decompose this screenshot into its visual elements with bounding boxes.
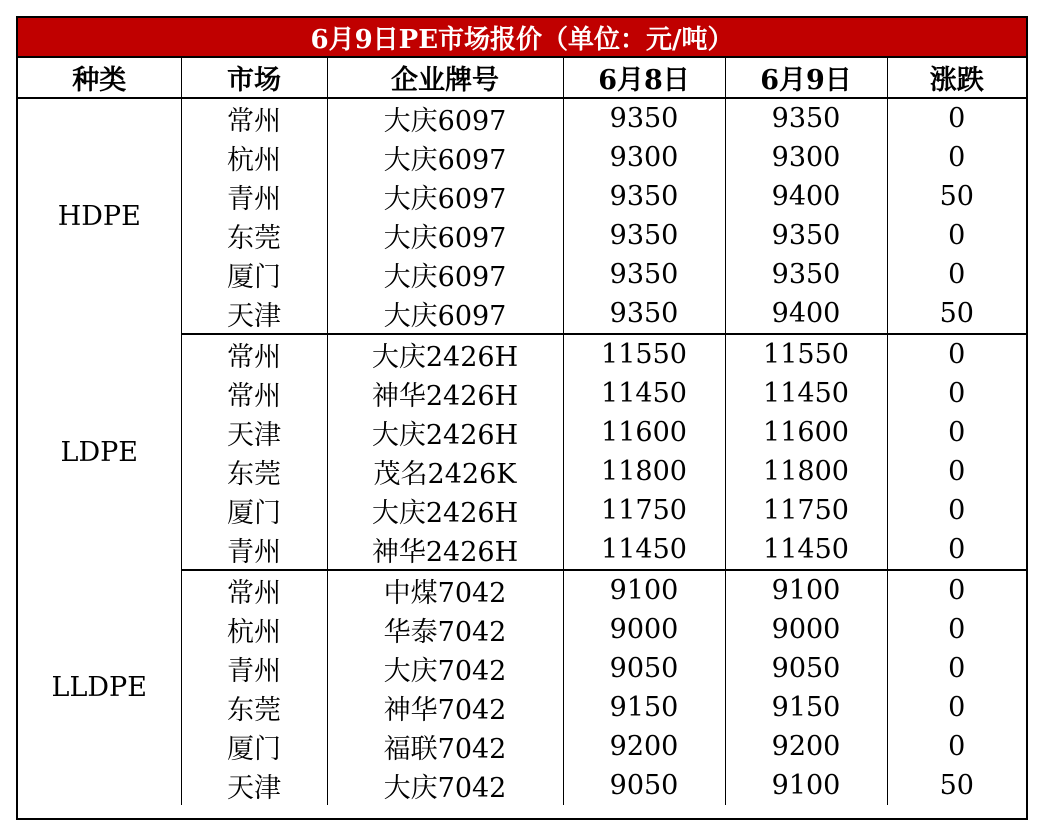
table-row <box>18 334 1026 374</box>
grade-cell: 华泰7042 <box>327 610 563 649</box>
market-cell: 天津 <box>181 294 327 334</box>
change-cell: 50 <box>939 181 974 212</box>
grade-cell: 大庆6097 <box>327 294 563 334</box>
grade-cell: 中煤7042 <box>327 570 563 610</box>
grade-cell: 大庆6097 <box>327 255 563 294</box>
price-jun8-cell: 11450 <box>563 374 725 413</box>
header-change: 涨跌 <box>887 57 1026 98</box>
price-jun9-cell: 11450 <box>725 530 887 570</box>
change-cell: 0 <box>948 575 966 606</box>
price-jun8-cell: 9000 <box>563 610 725 649</box>
market-cell: 常州 <box>181 570 327 610</box>
price-jun9-cell: 9050 <box>725 649 887 688</box>
header-jun9: 6月9日 <box>725 57 887 98</box>
category-cell: LLDPE <box>18 570 181 805</box>
change-cell: 0 <box>948 456 966 487</box>
market-cell: 东莞 <box>181 452 327 491</box>
price-jun8-cell: 9350 <box>563 98 725 138</box>
price-jun9-cell: 11600 <box>725 413 887 452</box>
price-jun9-cell: 9350 <box>725 216 887 255</box>
price-jun8-cell: 9350 <box>563 216 725 255</box>
table-row <box>18 98 1026 138</box>
price-jun9-cell: 9350 <box>725 98 887 138</box>
market-cell: 常州 <box>181 374 327 413</box>
grade-cell: 大庆2426H <box>327 413 563 452</box>
price-jun9-cell: 9350 <box>725 255 887 294</box>
header-row <box>18 57 1026 98</box>
price-jun9-cell: 11450 <box>725 374 887 413</box>
change-cell: 0 <box>948 692 966 723</box>
price-jun8-cell: 9350 <box>563 255 725 294</box>
price-jun9-cell: 9100 <box>725 570 887 610</box>
market-cell: 东莞 <box>181 216 327 255</box>
price-jun9-cell: 9400 <box>725 177 887 216</box>
price-jun8-cell: 11800 <box>563 452 725 491</box>
grade-cell: 茂名2426K <box>327 452 563 491</box>
change-cell: 0 <box>948 339 966 370</box>
price-jun8-cell: 9350 <box>563 177 725 216</box>
market-cell: 青州 <box>181 177 327 216</box>
grade-cell: 大庆6097 <box>327 98 563 138</box>
price-jun9-cell: 9150 <box>725 688 887 727</box>
table-body <box>18 98 1026 805</box>
price-table <box>18 18 1026 805</box>
market-cell: 常州 <box>181 334 327 374</box>
market-cell: 天津 <box>181 766 327 805</box>
grade-cell: 神华2426H <box>327 374 563 413</box>
change-cell: 0 <box>948 103 966 134</box>
market-cell: 杭州 <box>181 138 327 177</box>
change-cell: 0 <box>887 530 1026 570</box>
market-cell: 常州 <box>181 98 327 138</box>
price-jun8-cell: 11550 <box>563 334 725 374</box>
price-jun8-cell: 9350 <box>563 294 725 334</box>
price-jun9-cell: 9200 <box>725 727 887 766</box>
table-row <box>18 570 1026 610</box>
price-jun9-cell: 9100 <box>725 766 887 805</box>
category-cell: LDPE <box>18 334 181 570</box>
price-jun8-cell: 11450 <box>563 530 725 570</box>
table-title: 6月9日PE市场报价（单位：元/吨） <box>18 18 1026 57</box>
price-jun8-cell: 9100 <box>563 570 725 610</box>
grade-cell: 大庆7042 <box>327 649 563 688</box>
price-jun8-cell: 11600 <box>563 413 725 452</box>
price-jun9-cell: 9400 <box>725 294 887 334</box>
change-cell: 0 <box>948 378 966 409</box>
change-cell: 0 <box>948 495 966 526</box>
change-cell: 0 <box>948 614 966 645</box>
market-cell: 厦门 <box>181 727 327 766</box>
price-jun9-cell: 11750 <box>725 491 887 530</box>
category-cell: HDPE <box>18 98 181 334</box>
change-cell: 0 <box>948 259 966 290</box>
header-market: 市场 <box>181 57 327 98</box>
grade-cell: 大庆2426H <box>327 491 563 530</box>
change-cell: 0 <box>948 417 966 448</box>
market-cell: 青州 <box>181 530 327 570</box>
header-category: 种类 <box>18 57 181 98</box>
grade-cell: 神华7042 <box>327 688 563 727</box>
change-cell: 50 <box>939 770 974 801</box>
grade-cell: 福联7042 <box>327 727 563 766</box>
price-jun8-cell: 9150 <box>563 688 725 727</box>
change-cell: 0 <box>948 731 966 762</box>
change-cell: 0 <box>948 653 966 684</box>
market-cell: 东莞 <box>181 688 327 727</box>
change-cell: 0 <box>948 220 966 251</box>
market-cell: 杭州 <box>181 610 327 649</box>
change-cell: 0 <box>948 142 966 173</box>
price-jun8-cell: 9050 <box>563 649 725 688</box>
grade-cell: 大庆7042 <box>327 766 563 805</box>
header-jun8: 6月8日 <box>563 57 725 98</box>
market-cell: 青州 <box>181 649 327 688</box>
market-cell: 天津 <box>181 413 327 452</box>
market-cell: 厦门 <box>181 491 327 530</box>
price-jun8-cell: 9300 <box>563 138 725 177</box>
price-jun8-cell: 9050 <box>563 766 725 805</box>
price-jun8-cell: 11750 <box>563 491 725 530</box>
change-cell: 50 <box>887 294 1026 334</box>
price-table-container <box>16 16 1028 820</box>
market-cell: 厦门 <box>181 255 327 294</box>
grade-cell: 神华2426H <box>327 530 563 570</box>
grade-cell: 大庆2426H <box>327 334 563 374</box>
grade-cell: 大庆6097 <box>327 177 563 216</box>
price-jun9-cell: 11550 <box>725 334 887 374</box>
grade-cell: 大庆6097 <box>327 216 563 255</box>
header-grade: 企业牌号 <box>327 57 563 98</box>
price-jun8-cell: 9200 <box>563 727 725 766</box>
title-row <box>18 18 1026 57</box>
price-jun9-cell: 9000 <box>725 610 887 649</box>
grade-cell: 大庆6097 <box>327 138 563 177</box>
price-jun9-cell: 11800 <box>725 452 887 491</box>
price-jun9-cell: 9300 <box>725 138 887 177</box>
